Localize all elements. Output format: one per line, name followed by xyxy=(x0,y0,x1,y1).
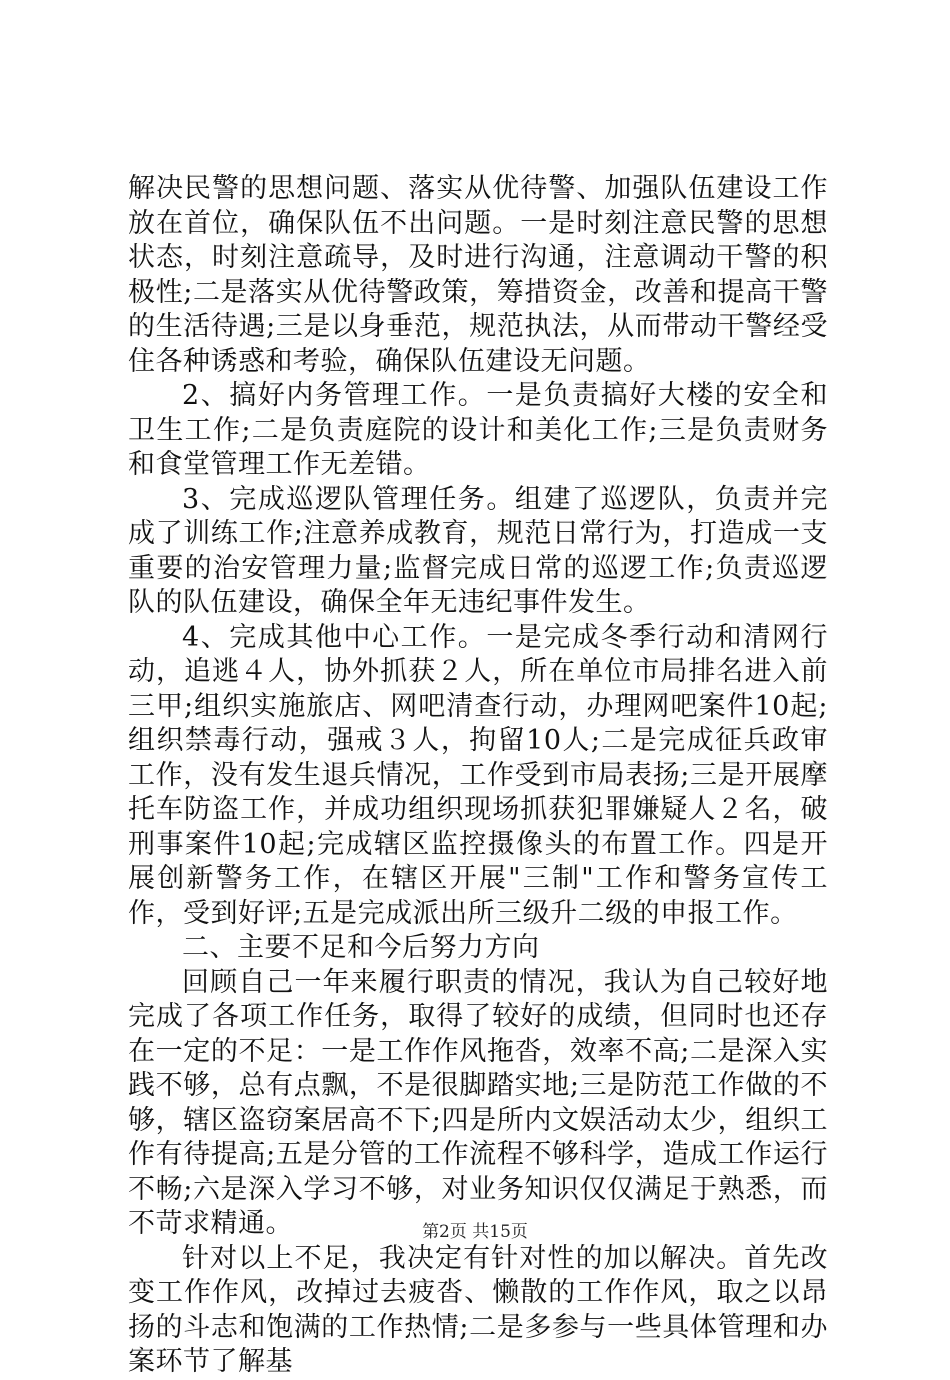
paragraph-continuation: 解决民警的思想问题、落实从优待警、加强队伍建设工作放在首位，确保队伍不出问题。一是时刻注意民警的思想状态，时刻注意疏导，及时进行沟通，注意调动干警的积极性;二是落实从优待警政策，筹措资金，改善和提高干警的生活待遇;三是以身垂范，规范执法，从而带动干警经受住各种诱惑和考验，确保队伍建设无问题。 xyxy=(128,173,828,377)
paragraph-item-2: 2、搞好内务管理工作。一是负责搞好大楼的安全和卫生工作;二是负责庭院的设计和美化工作;三是负责财务和食堂管理工作无差错。 xyxy=(128,380,828,480)
document-body xyxy=(128,172,828,1380)
paragraph-item-3: 3、完成巡逻队管理任务。组建了巡逻队，负责并完成了训练工作;注意养成教育，规范日常行为，打造成一支重要的治安管理力量;监督完成日常的巡逻工作;负责巡逻队的队伍建设，确保全年无违纪事件发生。 xyxy=(128,483,828,618)
paragraph-review: 回顾自己一年来履行职责的情况，我认为自己较好地完成了各项工作任务，取得了较好的成绩，但同时也还存在一定的不足：一是工作作风拖沓，效率不高;二是深入实践不够，总有点飘，不是很脚踏实地;三是防范工作做的不够，辖区盗窃案居高不下;四是所内文娱活动太少，组织工作有待提高;五是分管的工作流程不够科学，造成工作运行不畅;六是深入学习不够，对业务知识仅仅满足于熟悉，而不苛求精通。 xyxy=(128,966,828,1239)
section-heading: 二、主要不足和今后努力方向 xyxy=(182,932,540,963)
paragraph-item-4: 4、完成其他中心工作。一是完成冬季行动和清网行动，追逃４人，协外抓获２人，所在单位市局排名进入前三甲;组织实施旅店、网吧清查行动，办理网吧案件10起;组织禁毒行动，强戒３人，拘留10人;二是完成征兵政审工作，没有发生退兵情况，工作受到市局表扬;三是开展摩托车防盗工作，并成功组织现场抓获犯罪嫌疑人２名，破刑事案件10起;完成辖区监控摄像头的布置工作。四是开展创新警务工作，在辖区开展"三制"工作和警务宣传工作，受到好评;五是完成派出所三级升二级的申报工作。 xyxy=(128,621,828,929)
paragraph-improvement: 针对以上不足，我决定有针对性的加以解决。首先改变工作作风，改掉过去疲沓、懒散的工作作风，取之以昂扬的斗志和饱满的工作热情;二是多参与一些具体管理和办案环节了解基 xyxy=(128,1242,828,1377)
page-number-footer: 第2页 共15页 xyxy=(422,1222,528,1242)
